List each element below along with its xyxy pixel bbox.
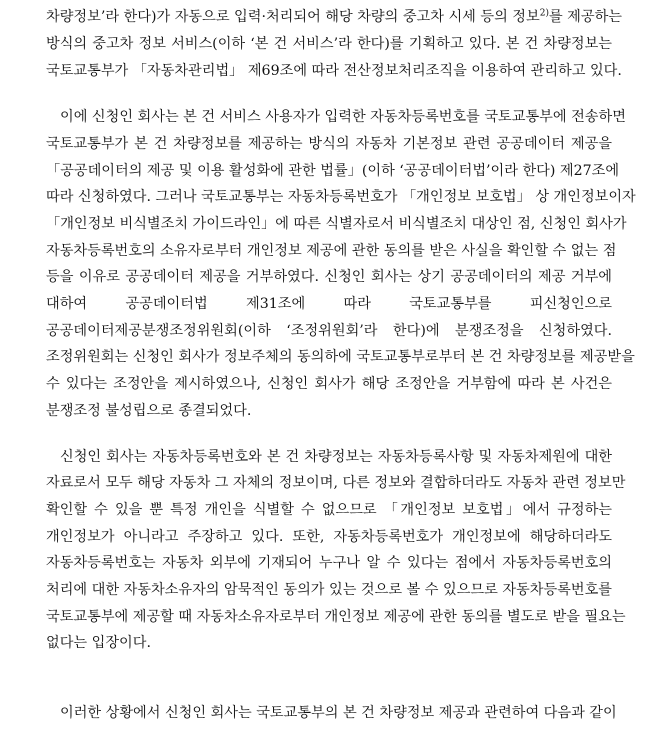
paragraph-3-line-8: 없다는 입장이다. [46,635,151,651]
paragraph-2-line-5: 「개인정보 비식별조치 가이드라인」에 따른 식별자로서 비식별조치 대상인 점, 신청인 회사가 [46,216,627,232]
paragraph-2-line-6: 자동차등록번호의 소유자로부터 개인정보 제공에 관한 동의를 받은 사실을 확인할 수 없는 점 [46,243,617,259]
paragraph-1-line-1-tail: 를 제공하는 [548,9,623,25]
paragraph-3-line-2: 자료로서 모두 해당 자동차 그 자체의 정보이며, 다른 정보와 결합하더라도 자동차 관련 정보만 [46,475,626,491]
paragraph-2-line-2: 국토교통부가 본 건 차량정보를 제공하는 방식의 자동차 기본정보 관련 공공데이터 제공을 [46,136,612,152]
paragraph-1-line-2: 방식의 중고차 정보 서비스(이하 ‘본 건 서비스’라 한다)를 기획하고 있다. 본 건 차량정보는 [46,36,612,52]
footnote-reference: 2) [539,8,549,19]
paragraph-3-line-4: 개인정보가 아니라고 주장하고 있다. 또한, 자동차등록번호가 개인정보에 해당하더라도 [46,529,612,545]
paragraph-4-line-1: 이러한 상황에서 신청인 회사는 국토교통부의 본 건 차량정보 제공과 관련하여 다음과 같이 [60,705,617,721]
paragraph-2-line-7: 등을 이유로 공공데이터 제공을 거부하였다. 신청인 회사는 상기 공공데이터의 제공 거부에 [46,269,612,285]
paragraph-2-line-11: 수 있다는 조정안을 제시하였으나, 신청인 회사가 해당 조정안을 거부함에 따라 본 사건은 [46,376,612,392]
paragraph-1-line-1 [46,6,623,28]
paragraph-1-line-1-text: 차량정보’라 한다)가 자동으로 입력·처리되어 해당 차량의 중고차 시세 등의 정보 [46,9,540,25]
paragraph-2-line-1: 이에 신청인 회사는 본 건 서비스 사용자가 입력한 자동차등록번호를 국토교통부에 전송하면 [60,109,626,125]
paragraph-3-line-6: 처리에 대한 자동차소유자의 암묵적인 동의가 있는 것으로 볼 수 있으므로 자동차등록번호를 [46,582,612,598]
paragraph-2-line-8: 대하여 공공데이터법 제31조에 따라 국토교통부를 피신청인으로 [46,296,612,312]
paragraph-3-line-5: 자동차등록번호는 자동차 외부에 기재되어 누구나 알 수 있다는 점에서 자동차등록번호의 [46,555,612,571]
paragraph-2-line-4: 따라 신청하였다. 그러나 국토교통부는 자동차등록번호가 「개인정보 보호법」 상 개인정보이자 [46,189,636,205]
paragraph-2-line-3: 「공공데이터의 제공 및 이용 활성화에 관한 법률」(이하 ‘공공데이터법’이라 한다) 제27조에 [46,163,620,179]
paragraph-2-line-12: 분쟁조정 불성립으로 종결되었다. [46,403,252,419]
paragraph-2-line-10: 조정위원회는 신청인 회사가 정보주체의 동의하에 국토교통부로부터 본 건 차량정보를 제공받을 [46,349,635,365]
paragraph-3-line-3: 확인할 수 있을 뿐 특정 개인을 식별할 수 없으므로 「개인정보 보호법」에서 규정하는 [46,502,612,518]
paragraph-3-line-1: 신청인 회사는 자동차등록번호와 본 건 차량정보는 자동차등록사항 및 자동차제원에 대한 [60,449,612,465]
paragraph-3-line-7: 국토교통부에 제공할 때 자동차소유자로부터 개인정보 제공에 관한 동의를 별도로 받을 필요는 [46,609,626,625]
paragraph-1-line-3: 국토교통부가 「자동차관리법」 제69조에 따라 전산정보처리조직을 이용하여 관리하고 있다. [46,63,622,79]
paragraph-2-line-9: 공공데이터제공분쟁조정위원회(이하 ‘조정위원회’라 한다)에 분쟁조정을 신청하였다. [46,323,612,339]
